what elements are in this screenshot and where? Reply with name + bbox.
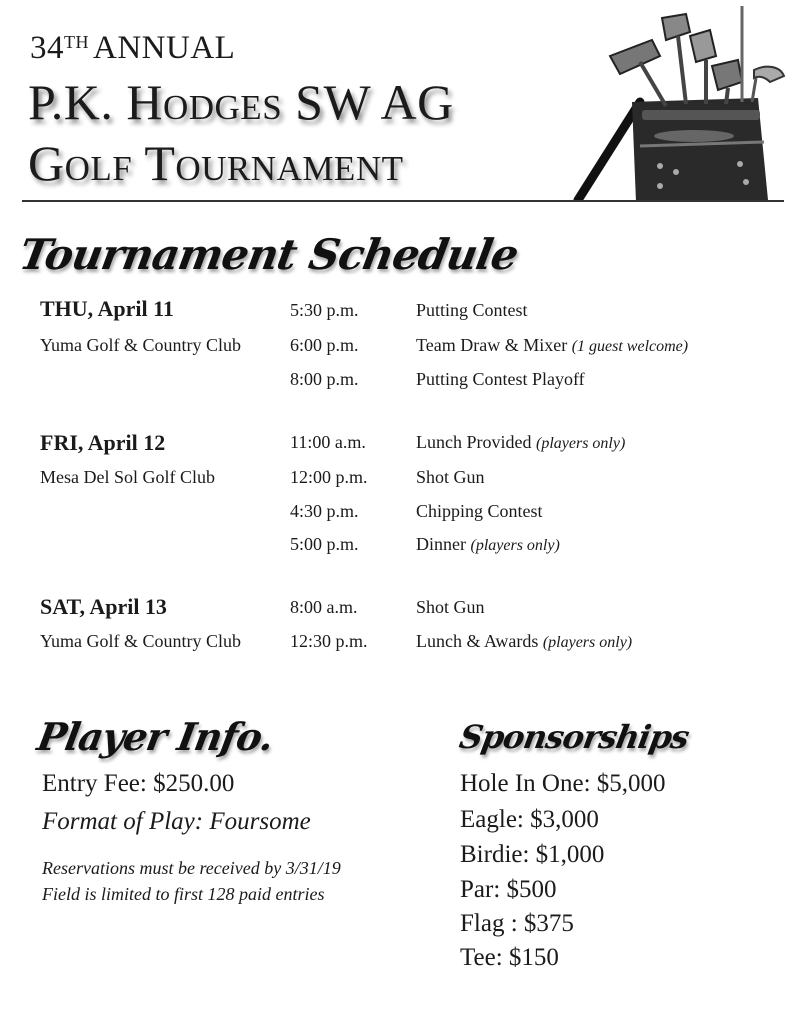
event-label: Lunch & Awards xyxy=(416,631,539,651)
event-name xyxy=(416,432,625,453)
event-note: (players only) xyxy=(535,435,626,452)
reservation-note: Reservations must be received by 3/31/19 xyxy=(42,858,341,878)
venue-thu: Yuma Golf & Country Club xyxy=(40,335,241,355)
venue-sat: Yuma Golf & Country Club xyxy=(40,631,241,651)
event-name xyxy=(416,467,485,488)
event-time: 11:00 a.m. xyxy=(290,432,366,452)
event-name xyxy=(416,369,585,390)
event-name xyxy=(416,631,632,652)
event-label: Putting Contest Playoff xyxy=(416,369,585,389)
event-label: Putting Contest xyxy=(416,300,528,320)
event-time: 5:00 p.m. xyxy=(290,534,359,554)
tournament-subtitle: Golf Tournament xyxy=(28,135,404,191)
venue-fri: Mesa Del Sol Golf Club xyxy=(40,467,215,487)
event-note: (players only) xyxy=(542,634,633,651)
sponsorship-item: Flag : $375 xyxy=(460,910,574,937)
field-limit-note: Field is limited to first 128 paid entries xyxy=(42,884,325,904)
header-divider xyxy=(22,200,784,202)
event-note: (1 guest welcome) xyxy=(571,338,689,355)
event-time: 8:00 p.m. xyxy=(290,369,359,389)
sponsorship-item: Tee: $150 xyxy=(460,944,559,971)
event-name xyxy=(416,534,560,555)
format-of-play: Format of Play: Foursome xyxy=(42,808,311,835)
event-time: 6:00 p.m. xyxy=(290,335,359,355)
event-time: 12:00 p.m. xyxy=(290,467,368,487)
event-name xyxy=(416,300,528,321)
day-heading-thu: THU, April 11 xyxy=(40,296,174,321)
edition-word: ANNUAL xyxy=(93,30,236,66)
golf-bag-icon xyxy=(570,6,786,202)
event-label: Chipping Contest xyxy=(416,501,543,521)
edition-heading xyxy=(30,30,235,67)
event-time: 5:30 p.m. xyxy=(290,300,359,320)
event-name xyxy=(416,501,543,522)
edition-number: 34 xyxy=(30,30,64,66)
sponsorships-title: Sponsorships xyxy=(456,718,692,756)
sponsorship-item: Eagle: $3,000 xyxy=(460,806,599,833)
player-info-title: Player Info. xyxy=(34,714,277,759)
sponsorship-item: Par: $500 xyxy=(460,876,557,903)
event-time: 4:30 p.m. xyxy=(290,501,359,521)
sponsorship-item: Birdie: $1,000 xyxy=(460,841,605,868)
event-name xyxy=(416,597,485,618)
event-name xyxy=(416,335,688,356)
event-label: Shot Gun xyxy=(416,597,485,617)
event-label: Team Draw & Mixer xyxy=(416,335,568,355)
event-note: (players only) xyxy=(470,537,560,554)
entry-fee: Entry Fee: $250.00 xyxy=(42,770,235,797)
schedule-title: Tournament Schedule xyxy=(15,230,522,279)
day-heading-fri: FRI, April 12 xyxy=(40,430,166,455)
tournament-name: P.K. Hodges SW AG xyxy=(28,74,454,130)
event-time: 8:00 a.m. xyxy=(290,597,358,617)
event-label: Lunch Provided xyxy=(416,432,532,452)
event-time: 12:30 p.m. xyxy=(290,631,368,651)
day-heading-sat: SAT, April 13 xyxy=(40,594,167,619)
edition-ordinal: TH xyxy=(64,32,89,52)
sponsorship-item: Hole In One: $5,000 xyxy=(460,770,666,797)
event-label: Dinner xyxy=(416,534,466,554)
event-label: Shot Gun xyxy=(416,467,485,487)
